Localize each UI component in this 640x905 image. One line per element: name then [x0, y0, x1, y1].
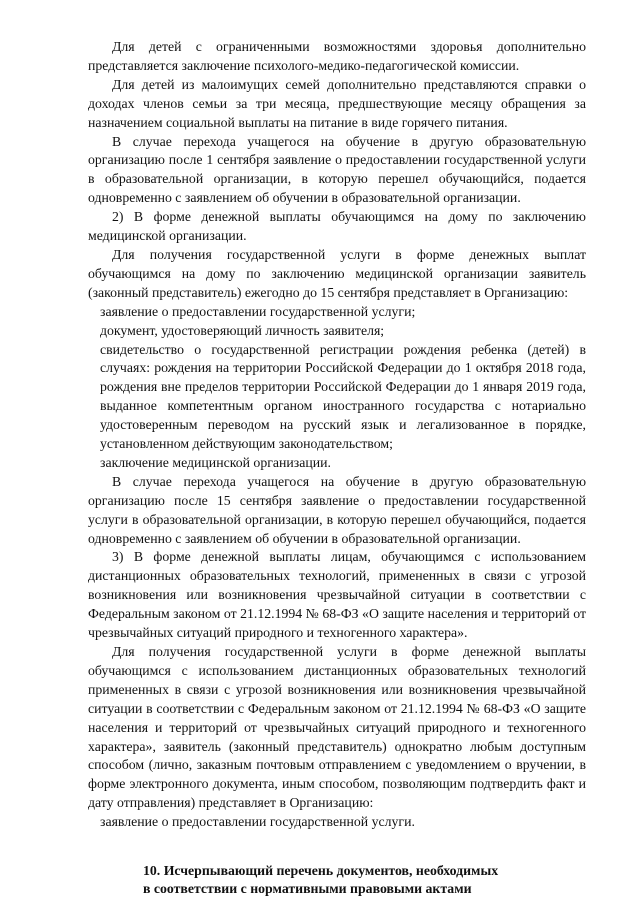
section-heading — [88, 862, 586, 898]
paragraph-transfer-sept15: В случае перехода учащегося на обучение в другую образовательную организацию после 15 сентября заявление о предоставлении государственной услуги в образовательной организации, в которую перешел обучающийся, подается одновременно с заявлением об обучении в образовательной организации. — [88, 473, 586, 546]
list-item: свидетельство о государственной регистрации рождения ребенка (детей) в случаях: рождения на территории Российской Федерации до 1 октября 2018 года, рождения вне пределов территории Российской Федерации до 1 января 2019 года, выданное компетентным органом иностранного государства с нотариально удостоверенным переводом на русский язык и легализованное в порядке, установленном действующим законодательством; — [100, 341, 586, 452]
list-item: заявление о предоставлении государственной услуги. — [100, 814, 415, 830]
list-item: заключение медицинской организации. — [100, 454, 331, 470]
body-text — [88, 38, 586, 832]
paragraph-disabled-children: Для детей с ограниченными возможностями здоровья дополнительно представляется заключение психолого-медико-педагогической комиссии. — [88, 39, 586, 73]
paragraph-low-income: Для детей из малоимущих семей дополнительно представляются справки о доходах членов семьи за три месяца, предшествующие месяцу обращения за назначением социальной выплаты на питание в виде горячего питания. — [88, 76, 586, 130]
heading-line-2: в соответствии с нормативными правовыми актами — [143, 881, 472, 897]
paragraph-item-2: 2) В форме денежной выплаты обучающимся на дому по заключению медицинской организации. — [88, 209, 586, 244]
heading-line-1: 10. Исчерпывающий перечень документов, необходимых — [143, 863, 499, 879]
list-item: заявление о предоставлении государственной услуги; — [100, 303, 416, 319]
paragraph-transfer-sept1: В случае перехода учащегося на обучение в другую образовательную организацию после 1 сентября заявление о предоставлении государственной услуги в образовательной организации, в которую перешел обучающийся, подается одновременно с заявлением об обучении в образовательной организации. — [88, 133, 586, 206]
list-item: документ, удостоверяющий личность заявителя; — [100, 322, 385, 338]
paragraph-item-3: 3) В форме денежной выплаты лицам, обучающимся с использованием дистанционных образовательных технологий, примененных в связи с угрозой возникновения или возникновения чрезвычайной ситуации в соответствии с Федеральным законом от 21.12.1994 № 68-ФЗ «О защите населения и территорий от чрезвычайных ситуаций природного и техногенного характера». — [88, 549, 586, 641]
paragraph-home-schooling: Для получения государственной услуги в форме денежных выплат обучающимся на дому по заключению медицинской организации заявитель (законный представитель) ежегодно до 15 сентября представляет в Организацию: — [88, 246, 586, 300]
paragraph-remote-learning: Для получения государственной услуги в форме денежной выплаты обучающимся с использованием дистанционных образовательных технологий примененных в связи с угрозой возникновения или возникновения чрезвычайной ситуации в соответствии с Федеральным законом от 21.12.1994 № 68-ФЗ «О защите населения и территорий от чрезвычайных ситуаций природного и техногенного характера», заявитель (законный представитель) однократно любым доступным способом (лично, заказным почтовым отправлением с уведомлением о вручении, в форме электронного документа, иным способом, позволяющим подтвердить факт и дату отправления) представляет в Организацию: — [88, 644, 586, 811]
